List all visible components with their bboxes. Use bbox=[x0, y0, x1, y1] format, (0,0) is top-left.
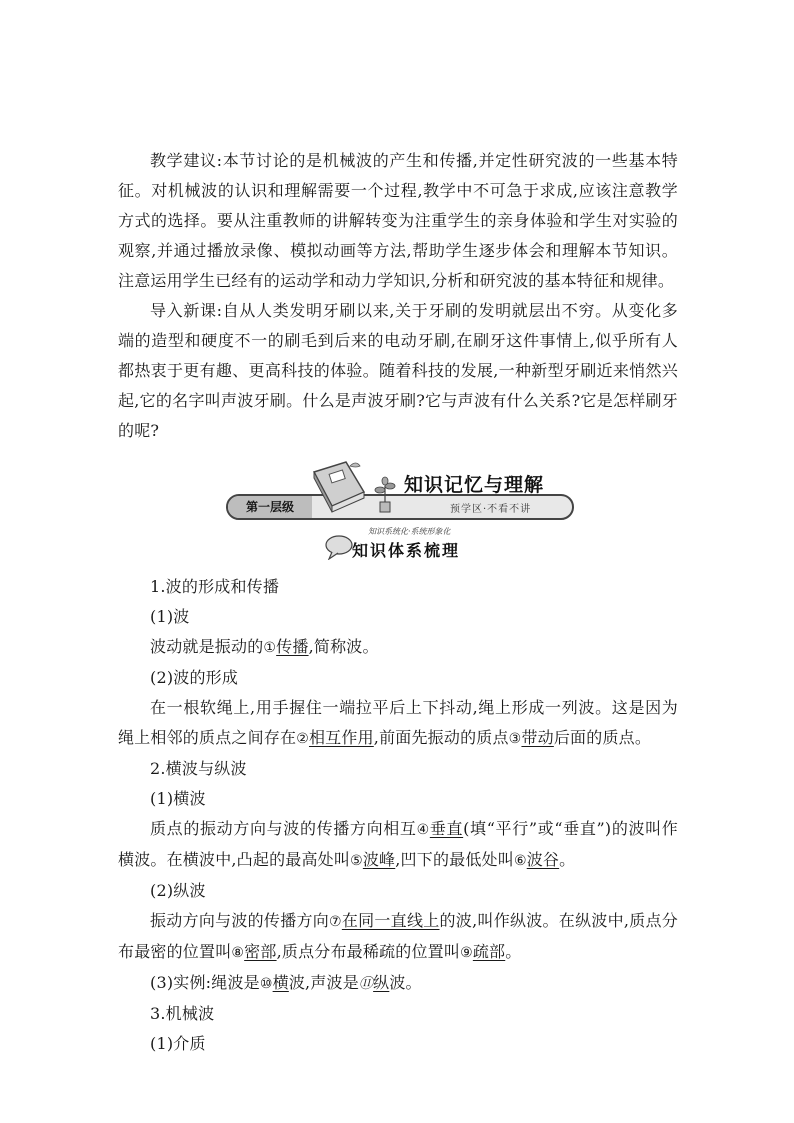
heading-1-1: (1)波 bbox=[150, 607, 190, 626]
heading-3-1: (1)介质 bbox=[150, 1034, 206, 1053]
paragraph-examples: (3)实例:绳波是⑩横波,声波是⑪纵波。 bbox=[150, 973, 422, 992]
plant-icon bbox=[372, 476, 398, 514]
heading-1: 1.波的形成和传播 bbox=[150, 577, 280, 596]
marker-10: ⑩ bbox=[259, 976, 273, 992]
answer-3: 带动 bbox=[521, 728, 554, 747]
heading-2: 2.横波与纵波 bbox=[150, 759, 247, 778]
answer-10: 横 bbox=[272, 973, 289, 992]
speech-bubble-icon bbox=[324, 534, 354, 560]
sub-banner-title: 知识体系梳理 bbox=[352, 541, 461, 560]
section-banner bbox=[118, 454, 678, 572]
marker-6: ⑥ bbox=[513, 853, 527, 869]
marker-4: ④ bbox=[416, 822, 430, 838]
sub-banner bbox=[324, 526, 474, 566]
answer-4: 垂直 bbox=[429, 819, 464, 838]
level-label: 第一层级 bbox=[228, 496, 312, 518]
marker-11: ⑪ bbox=[358, 976, 374, 992]
heading-2-1: (1)横波 bbox=[150, 789, 206, 808]
marker-8: ⑧ bbox=[231, 945, 245, 961]
marker-2: ② bbox=[296, 731, 309, 747]
answer-6: 波谷 bbox=[526, 850, 560, 869]
heading-2-2: (2)纵波 bbox=[150, 881, 206, 900]
marker-7: ⑦ bbox=[329, 914, 342, 930]
heading-3: 3.机械波 bbox=[150, 1004, 215, 1023]
paragraph-transverse: 质点的振动方向与波的传播方向相互④垂直(填“平行”或“垂直”)的波叫作横波。在横波中,凸起的最高处叫⑤波峰,凹下的最低处叫⑥波谷。 bbox=[118, 819, 679, 869]
answer-8: 密部 bbox=[244, 942, 277, 961]
paragraph-wave-formation: 在一根软绳上,用手握住一端拉平后上下抖动,绳上形成一列波。这是因为绳上相邻的质点之间存在②相互作用,前面先振动的质点③带动后面的质点。 bbox=[118, 698, 678, 747]
marker-5: ⑤ bbox=[350, 853, 363, 869]
marker-9: ⑨ bbox=[460, 945, 473, 961]
marker-3: ③ bbox=[508, 731, 522, 747]
banner-tag: 预学区·不看不讲 bbox=[450, 504, 532, 515]
answer-2: 相互作用 bbox=[308, 728, 374, 747]
answer-5: 波峰 bbox=[362, 850, 396, 869]
answer-9: 疏部 bbox=[472, 942, 506, 961]
answer-1: 传播 bbox=[276, 637, 309, 656]
teaching-suggestion: 教学建议:本节讨论的是机械波的产生和传播,并定性研究波的一些基本特征。对机械波的认识和理解需要一个过程,教学中不可急于求成,应该注意教学方式的选择。要从注重教师的讲解转变为注重学生的亲身体验和学生对实验的观察,并通过播放录像、模拟动画等方法,帮助学生逐步体会和理解本节知识。注意运用学生已经有的运动学和动力学知识,分析和研究波的基本特征和规律。 bbox=[118, 151, 678, 290]
paragraph-longitudinal: 振动方向与波的传播方向⑦在同一直线上的波,叫作纵波。在纵波中,质点分布最密的位置叫⑧密部,质点分布最稀疏的位置叫⑨疏部。 bbox=[118, 911, 679, 961]
answer-11: 纵 bbox=[373, 973, 390, 992]
paragraph-wave-definition: 波动就是振动的①传播,简称波。 bbox=[150, 637, 379, 656]
banner-title: 知识记忆与理解 bbox=[404, 474, 545, 496]
answer-7: 在同一直线上 bbox=[341, 911, 440, 930]
lead-in-paragraph: 导入新课:自从人类发明牙刷以来,关于牙刷的发明就层出不穷。从变化多端的造型和硬度不一的刷毛到后来的电动牙刷,在刷牙这件事情上,似乎所有人都热衷于更有趣、更高科技的体验。随着科技的发展,一种新型牙刷近来悄然兴起,它的名字叫声波牙刷。什么是声波牙刷?它与声波有什么关系?它是怎样刷牙的呢? bbox=[118, 301, 678, 440]
heading-1-2: (2)波的形成 bbox=[150, 668, 239, 687]
marker-1: ① bbox=[263, 640, 277, 656]
book-icon bbox=[306, 458, 370, 514]
document-content bbox=[118, 146, 678, 1059]
sub-banner-tag: 知识系统化·系统形象化 bbox=[368, 527, 451, 536]
